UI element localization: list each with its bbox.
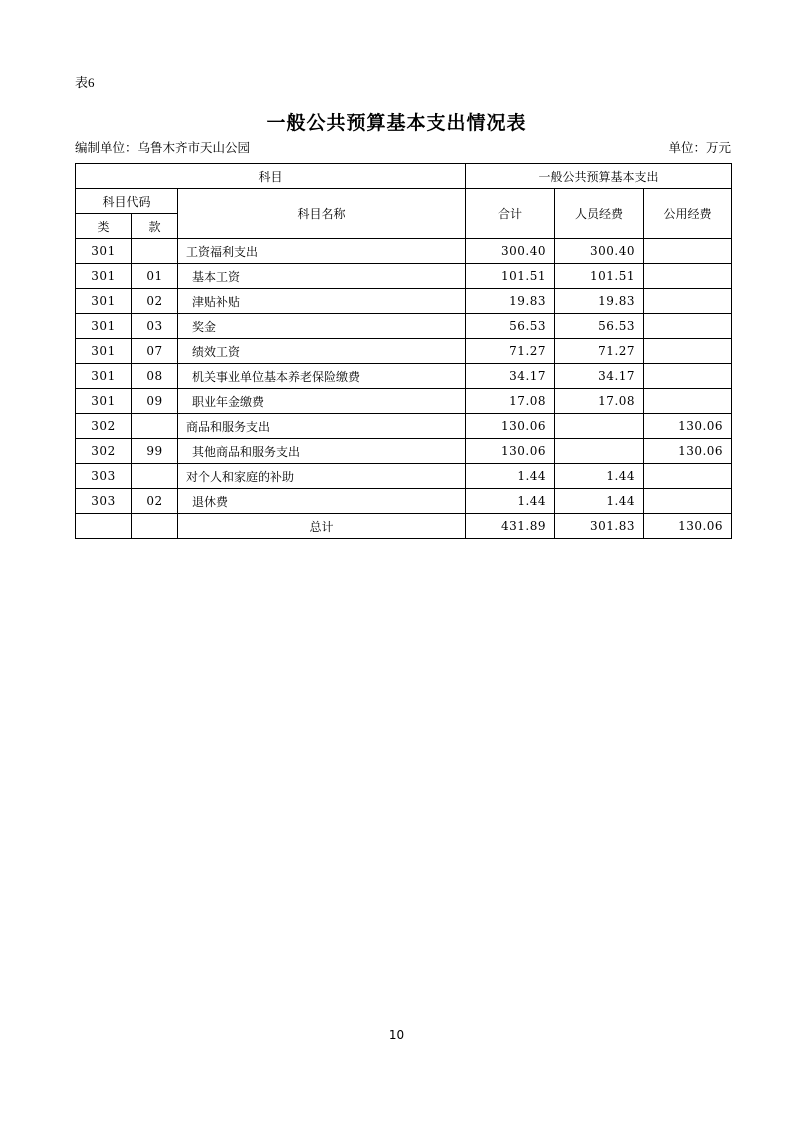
cell-total: 34.17	[466, 364, 555, 389]
cell-public	[644, 339, 732, 364]
cell-name: 工资福利支出	[178, 239, 466, 264]
header-public: 公用经费	[644, 189, 732, 239]
cell-class: 301	[76, 364, 132, 389]
table-row	[76, 264, 732, 289]
header-class: 类	[76, 214, 132, 239]
cell-name: 商品和服务支出	[178, 414, 466, 439]
cell-public	[644, 464, 732, 489]
cell-class: 303	[76, 464, 132, 489]
cell-name: 绩效工资	[178, 339, 466, 364]
cell-name: 基本工资	[178, 264, 466, 289]
cell-class: 301	[76, 264, 132, 289]
cell-class: 303	[76, 489, 132, 514]
cell-public: 130.06	[644, 439, 732, 464]
table-row	[76, 339, 732, 364]
header-section: 款	[132, 214, 178, 239]
cell-total-label: 总计	[178, 514, 466, 539]
table-row	[76, 364, 732, 389]
cell-personnel: 34.17	[555, 364, 644, 389]
cell-public	[644, 389, 732, 414]
budget-table	[75, 163, 732, 539]
cell-total: 101.51	[466, 264, 555, 289]
cell-personnel: 301.83	[555, 514, 644, 539]
cell-public	[644, 264, 732, 289]
cell-class-empty	[76, 514, 132, 539]
cell-section-empty	[132, 514, 178, 539]
table-row	[76, 314, 732, 339]
meta-row	[75, 138, 731, 156]
page-number: 10	[388, 1028, 405, 1042]
table-header-row-2	[76, 189, 732, 214]
cell-public: 130.06	[644, 514, 732, 539]
cell-personnel: 101.51	[555, 264, 644, 289]
cell-name: 其他商品和服务支出	[178, 439, 466, 464]
cell-class: 302	[76, 439, 132, 464]
cell-total: 431.89	[466, 514, 555, 539]
header-code-group: 科目代码	[76, 189, 178, 214]
unit-label: 单位：万元	[668, 141, 731, 155]
cell-total: 17.08	[466, 389, 555, 414]
header-subject-name: 科目名称	[178, 189, 466, 239]
cell-name: 奖金	[178, 314, 466, 339]
cell-public	[644, 239, 732, 264]
cell-personnel: 17.08	[555, 389, 644, 414]
header-total: 合计	[466, 189, 555, 239]
cell-public: 130.06	[644, 414, 732, 439]
cell-personnel: 71.27	[555, 339, 644, 364]
cell-class: 301	[76, 389, 132, 414]
cell-name: 对个人和家庭的补助	[178, 464, 466, 489]
cell-total: 56.53	[466, 314, 555, 339]
cell-total: 300.40	[466, 239, 555, 264]
cell-total: 130.06	[466, 439, 555, 464]
cell-personnel: 1.44	[555, 489, 644, 514]
cell-name: 退休费	[178, 489, 466, 514]
table-total-row	[76, 514, 732, 539]
cell-section: 99	[132, 439, 178, 464]
cell-personnel	[555, 414, 644, 439]
cell-personnel	[555, 439, 644, 464]
cell-total: 71.27	[466, 339, 555, 364]
cell-personnel: 19.83	[555, 289, 644, 314]
cell-total: 1.44	[466, 464, 555, 489]
cell-section: 03	[132, 314, 178, 339]
page-title: 一般公共预算基本支出情况表	[266, 112, 527, 134]
header-subject-group: 科目	[76, 164, 466, 189]
cell-class: 301	[76, 314, 132, 339]
cell-class: 301	[76, 289, 132, 314]
table-row	[76, 414, 732, 439]
cell-public	[644, 364, 732, 389]
cell-total: 130.06	[466, 414, 555, 439]
cell-section	[132, 239, 178, 264]
cell-total: 1.44	[466, 489, 555, 514]
table-header-row-1	[76, 164, 732, 189]
cell-personnel: 56.53	[555, 314, 644, 339]
table-row	[76, 389, 732, 414]
cell-personnel: 300.40	[555, 239, 644, 264]
cell-class: 302	[76, 414, 132, 439]
table-row	[76, 289, 732, 314]
cell-section: 09	[132, 389, 178, 414]
header-expenditure-group: 一般公共预算基本支出	[466, 164, 732, 189]
cell-class: 301	[76, 339, 132, 364]
cell-section: 08	[132, 364, 178, 389]
cell-public	[644, 289, 732, 314]
header-personnel: 人员经费	[555, 189, 644, 239]
table-row	[76, 239, 732, 264]
cell-total: 19.83	[466, 289, 555, 314]
cell-section: 02	[132, 489, 178, 514]
cell-class: 301	[76, 239, 132, 264]
cell-public	[644, 314, 732, 339]
cell-section: 02	[132, 289, 178, 314]
table-row	[76, 489, 732, 514]
cell-section: 07	[132, 339, 178, 364]
table-label: 表6	[75, 75, 95, 90]
cell-public	[644, 489, 732, 514]
cell-name: 职业年金缴费	[178, 389, 466, 414]
cell-name: 机关事业单位基本养老保险缴费	[178, 364, 466, 389]
cell-section: 01	[132, 264, 178, 289]
cell-personnel: 1.44	[555, 464, 644, 489]
cell-section	[132, 464, 178, 489]
cell-section	[132, 414, 178, 439]
cell-name: 津贴补贴	[178, 289, 466, 314]
table-row	[76, 439, 732, 464]
table-row	[76, 464, 732, 489]
prepared-by-label: 编制单位：乌鲁木齐市天山公园	[75, 141, 251, 155]
